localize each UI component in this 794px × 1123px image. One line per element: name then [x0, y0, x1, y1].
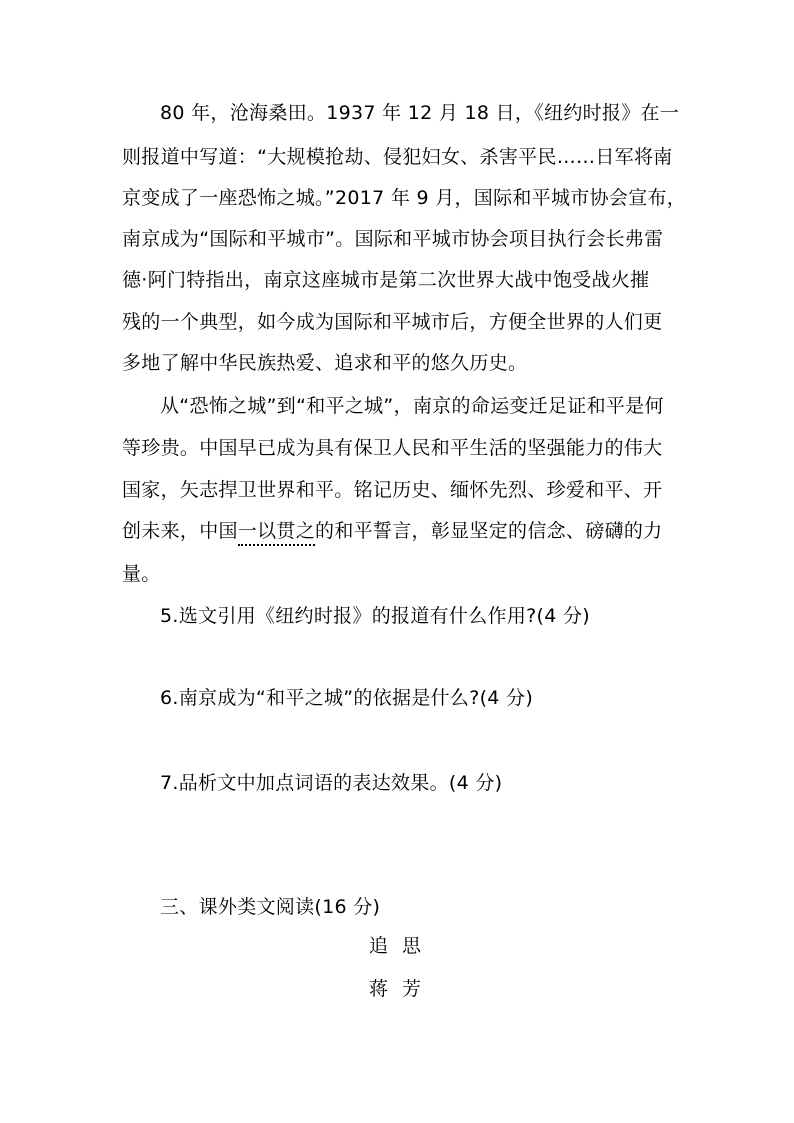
- passage-line: 80 年，沧海桑田。1937 年 12 月 18 日，《纽约时报》在一: [160, 102, 680, 124]
- passage-line: 南京成为“国际和平城市”。国际和平城市协会项目执行会长弗雷: [122, 228, 664, 250]
- passage-line: 德·阿门特指出，南京这座城市是第二次世界大战中饱受战火摧: [122, 269, 650, 291]
- passage-line-with-marked-phrase: [122, 519, 662, 543]
- text-after-marked-phrase: 的和平誓言，彰显坚定的信念、磅礴的力: [315, 520, 663, 542]
- passage-line: 等珍贵。中国早已成为具有保卫人民和平生活的坚强能力的伟大: [122, 437, 663, 459]
- passage-line: 从“恐怖之城”到“和平之城”，南京的命运变迁足证和平是何: [160, 395, 664, 417]
- section-heading: 三、课外类文阅读(16 分): [160, 896, 381, 918]
- passage-line: 则报道中写道：“大规模抢劫、侵犯妇女、杀害平民……日军将南: [122, 146, 673, 168]
- dotted-marked-phrase: 一以贯之: [238, 520, 315, 546]
- passage-line: 量。: [122, 563, 161, 585]
- question-5: 5.选文引用《纽约时报》的报道有什么作用?(4 分): [160, 605, 590, 627]
- article-author: 蒋 芳: [368, 978, 426, 1000]
- question-7: 7.品析文中加点词语的表达效果。(4 分): [160, 772, 503, 794]
- passage-line: 京变成了一座恐怖之城。”2017 年 9 月，国际和平城市协会宣布，: [122, 187, 687, 209]
- article-title: 追 思: [368, 935, 426, 957]
- question-6: 6.南京成为“和平之城”的依据是什么?(4 分): [160, 687, 534, 709]
- passage-line: 残的一个典型，如今成为国际和平城市后，方便全世界的人们更: [122, 311, 663, 333]
- passage-line: 国家，矢志捍卫世界和平。铭记历史、缅怀先烈、珍爱和平、开: [122, 479, 663, 501]
- text-before-marked-phrase: 创未来，中国: [122, 520, 238, 542]
- passage-line: 多地了解中华民族热爱、追求和平的悠久历史。: [122, 352, 528, 374]
